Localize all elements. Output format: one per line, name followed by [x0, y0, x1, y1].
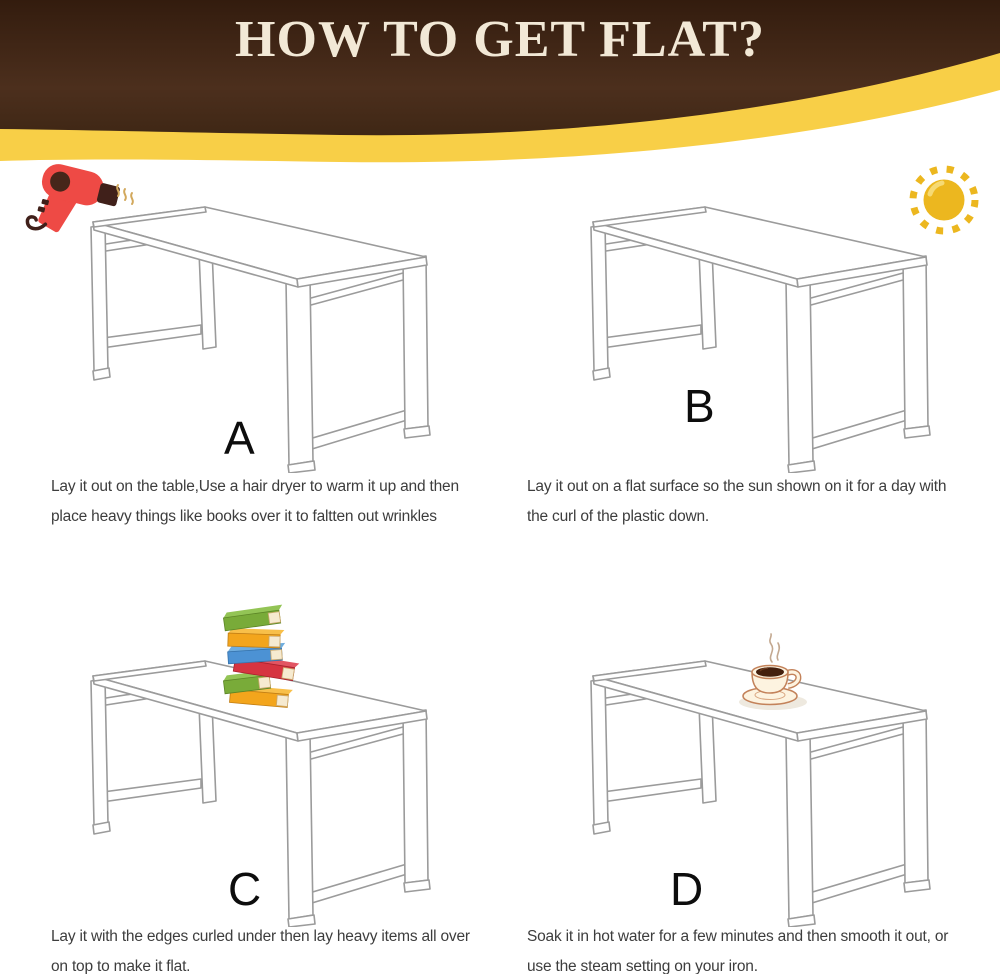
step-label-c: C — [228, 863, 262, 915]
caption-c — [51, 922, 521, 974]
caption-d-line2: use the steam setting on your iron. — [527, 958, 758, 974]
table-illustration-a — [85, 199, 435, 473]
hair-dryer-icon — [18, 154, 136, 234]
caption-c-line2: on top to make it flat. — [51, 958, 191, 974]
caption-a-line2: place heavy things like books over it to faltten out wrinkles — [51, 508, 437, 525]
caption-b-line1: Lay it out on a flat surface so the sun shown on it for a day with — [527, 478, 947, 495]
caption-b-line2: the curl of the plastic down. — [527, 508, 710, 525]
sun-icon — [892, 156, 992, 248]
table-illustration-b — [585, 199, 935, 473]
coffee-cup-icon — [726, 632, 818, 716]
caption-b — [527, 472, 997, 532]
book-stack-icon — [216, 600, 302, 712]
caption-d-line1: Soak it in hot water for a few minutes and then smooth it out, or — [527, 928, 949, 945]
step-label-b: B — [684, 380, 715, 432]
step-label-d: D — [670, 863, 704, 915]
step-label-a: A — [224, 412, 255, 464]
caption-a — [51, 472, 521, 532]
caption-a-line1: Lay it out on the table,Use a hair dryer to warm it up and then — [51, 478, 459, 495]
caption-d — [527, 922, 997, 974]
page-title: HOW TO GET FLAT? — [235, 11, 765, 68]
caption-c-line1: Lay it with the edges curled under then lay heavy items all over — [51, 928, 470, 945]
